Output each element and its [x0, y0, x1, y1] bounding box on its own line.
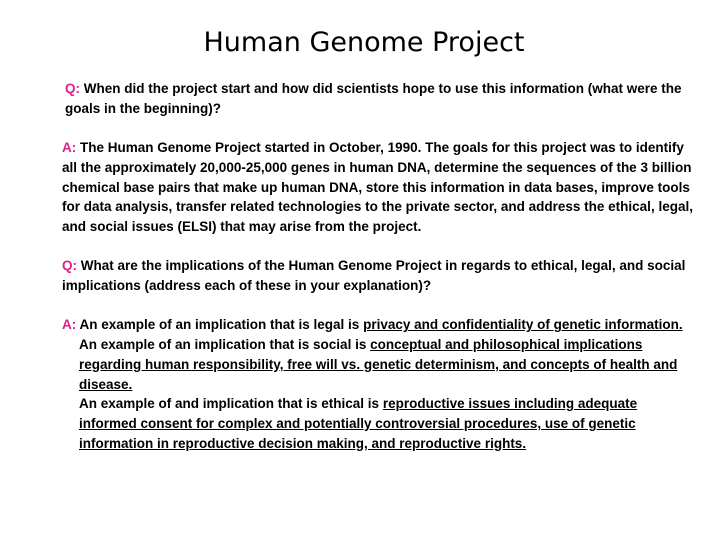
ethical-implication-example: reproductive issues including adequate informed consent for complex and potentially controversial procedures, use of genetic information in reproductive decision making, and reproductive rights.: [79, 396, 638, 451]
question-text: When did the project start and how did scientists hope to use this information (what were the goals in the beginning)?: [65, 81, 682, 116]
question-label: Q:: [65, 81, 80, 96]
question-1: [62, 79, 694, 118]
answer-label: A:: [62, 317, 77, 333]
answer-2-social: [62, 335, 694, 394]
answer-2-ethical: [62, 394, 694, 453]
answer-label: A:: [62, 140, 77, 156]
legal-implication-prefix: An example of an implication that is legal is: [76, 317, 364, 333]
slide-content: [62, 79, 694, 453]
social-implication-prefix: An example of an implication that is social is: [79, 337, 371, 353]
answer-text: The Human Genome Project started in October, 1990. The goals for this project was to identify all the approximately 20,000-25,000 genes in human DNA, determine the sequences of the 3 billion chemical base pairs that make up human DNA, store this information in data bases, improve tools for data analysis, transfer related technologies to the private sector, and address the ethical, legal, and social issues (ELSI) that may arise from the project.: [62, 140, 693, 234]
answer-2-legal: [62, 315, 694, 335]
paragraph-gap: [62, 237, 694, 257]
paragraph-gap: [62, 118, 694, 138]
legal-implication-example: privacy and confidentiality of genetic information.: [363, 317, 683, 333]
answer-1: [62, 138, 694, 237]
ethical-implication-prefix: An example of and implication that is ethical is: [79, 396, 383, 412]
social-implication-example: conceptual and philosophical implications regarding human responsibility, free will vs. genetic determinism, and concepts of health and disease.: [79, 337, 678, 392]
question-text: What are the implications of the Human Genome Project in regards to ethical, legal, and social implications (address each of these in your explanation)?: [62, 258, 686, 293]
paragraph-gap: [62, 296, 694, 316]
slide-title: Human Genome Project: [203, 27, 525, 58]
question-label: Q:: [62, 258, 77, 274]
question-2: [62, 256, 694, 295]
